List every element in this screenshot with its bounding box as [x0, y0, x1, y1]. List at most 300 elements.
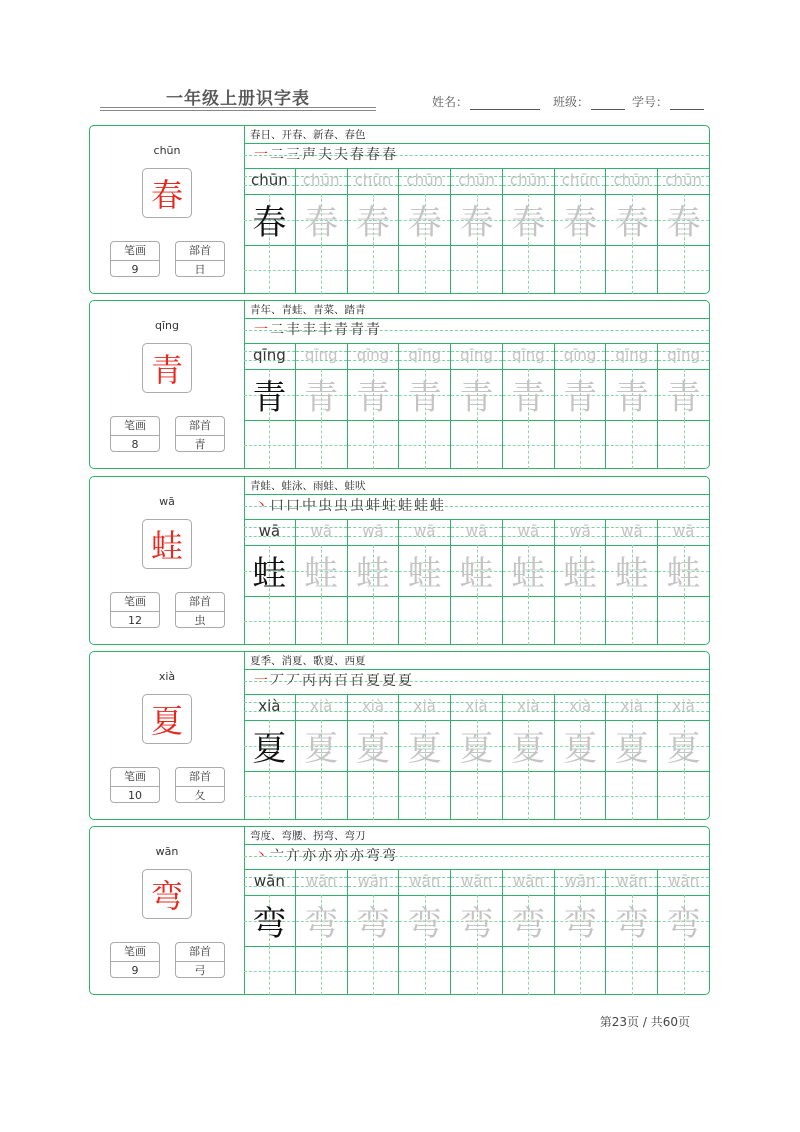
pinyin-trace: wā — [517, 522, 540, 540]
character-card — [89, 651, 710, 820]
pinyin-trace: wā — [414, 522, 436, 540]
character-trace: 夏 — [511, 729, 546, 769]
pinyin-writing-cell[interactable] — [451, 519, 503, 545]
character-trace: 青 — [407, 378, 442, 418]
character-trace: 弯 — [304, 904, 339, 944]
stroke-step: 亦 — [302, 848, 316, 864]
pinyin-writing-cell[interactable] — [555, 519, 607, 545]
stroke-step: 蛙 — [414, 498, 428, 514]
stroke-step: 一 — [254, 673, 268, 689]
pinyin-writing-cell[interactable] — [555, 168, 607, 194]
stroke-step: 夫 — [318, 147, 332, 163]
character-model: 春 — [252, 203, 287, 243]
pinyin-writing-cell[interactable] — [348, 168, 400, 194]
character-writing-cell[interactable] — [451, 545, 503, 596]
character-pinyin: wān — [155, 845, 179, 858]
character-writing-cell[interactable] — [555, 194, 607, 245]
pinyin-trace: wān — [409, 872, 441, 890]
pinyin-trace: qīng — [563, 346, 597, 364]
practice-grid — [244, 301, 709, 468]
character-trace: 春 — [614, 203, 649, 243]
blank-writing-cell[interactable] — [606, 245, 658, 294]
character-writing-cell[interactable] — [451, 895, 503, 946]
character-writing-cell[interactable] — [244, 720, 296, 771]
stroke-step: 蛀 — [382, 498, 396, 514]
character-writing-cell[interactable] — [555, 545, 607, 596]
name-blank[interactable] — [470, 97, 540, 110]
character-writing-cell[interactable] — [244, 194, 296, 245]
character-trace: 青 — [304, 378, 339, 418]
character-trace: 弯 — [666, 904, 701, 944]
pinyin-writing-cell[interactable] — [399, 168, 451, 194]
character-writing-cell[interactable] — [296, 895, 348, 946]
blank-writing-cell[interactable] — [399, 245, 451, 294]
radical-value: 日 — [194, 263, 206, 276]
pinyin-writing-cell[interactable] — [244, 519, 296, 545]
character-writing-cell[interactable] — [555, 369, 607, 420]
pinyin-trace: wān — [668, 872, 700, 890]
character-writing-cell[interactable] — [296, 194, 348, 245]
blank-writing-cell[interactable] — [503, 946, 555, 995]
pinyin-practice-row — [244, 168, 709, 195]
blank-writing-cell[interactable] — [503, 245, 555, 294]
student-number-blank[interactable] — [670, 97, 704, 110]
pinyin-writing-cell[interactable] — [555, 343, 607, 369]
name-field[interactable] — [432, 93, 540, 110]
pinyin-writing-cell[interactable] — [296, 694, 348, 720]
pinyin-trace: chūn — [302, 171, 340, 189]
character-display: 春 — [142, 168, 192, 218]
pinyin-trace: chūn — [354, 171, 392, 189]
character-writing-cell[interactable] — [348, 720, 400, 771]
page-header — [0, 0, 800, 120]
blank-writing-cell[interactable] — [399, 596, 451, 645]
pinyin-writing-cell[interactable] — [399, 343, 451, 369]
stroke-order-sequence — [254, 847, 396, 865]
blank-writing-cell[interactable] — [503, 420, 555, 469]
character-writing-cell[interactable] — [348, 369, 400, 420]
pinyin-writing-cell[interactable] — [244, 343, 296, 369]
blank-writing-cell[interactable] — [244, 245, 296, 294]
character-trace: 蛙 — [304, 554, 339, 594]
pinyin-model: qīng — [253, 346, 286, 364]
pinyin-practice-row — [244, 694, 709, 721]
blank-writing-cell[interactable] — [658, 420, 709, 469]
radical-label: 部首 — [176, 417, 224, 436]
character-writing-cell[interactable] — [244, 545, 296, 596]
character-writing-cell[interactable] — [244, 369, 296, 420]
character-writing-cell[interactable] — [399, 545, 451, 596]
character-trace: 春 — [563, 203, 598, 243]
blank-writing-cell[interactable] — [348, 420, 400, 469]
pinyin-writing-cell[interactable] — [451, 343, 503, 369]
character-writing-cell[interactable] — [606, 720, 658, 771]
character-trace: 青 — [563, 378, 598, 418]
pinyin-writing-cell[interactable] — [503, 343, 555, 369]
stroke-step: 百 — [334, 673, 348, 689]
blank-writing-cell[interactable] — [451, 420, 503, 469]
pinyin-writing-cell[interactable] — [296, 869, 348, 895]
pinyin-writing-cell[interactable] — [296, 343, 348, 369]
pinyin-writing-cell[interactable] — [658, 168, 709, 194]
character-trace: 青 — [614, 378, 649, 418]
pinyin-model: wā — [258, 522, 281, 540]
pinyin-trace: wā — [362, 522, 384, 540]
stroke-order-row — [244, 495, 709, 520]
pinyin-trace: qīng — [667, 346, 700, 364]
pinyin-trace: wā — [672, 522, 695, 540]
pinyin-trace: wān — [512, 872, 544, 890]
stroke-step: 春 — [366, 147, 380, 163]
stroke-order-sequence — [254, 497, 444, 515]
stroke-step: 夏 — [382, 673, 396, 689]
blank-writing-cell[interactable] — [399, 946, 451, 995]
pinyin-writing-cell[interactable] — [348, 343, 400, 369]
pinyin-writing-cell[interactable] — [451, 694, 503, 720]
blank-writing-cell[interactable] — [555, 245, 607, 294]
character-writing-cell[interactable] — [296, 545, 348, 596]
character-writing-cell[interactable] — [399, 720, 451, 771]
character-writing-cell[interactable] — [399, 369, 451, 420]
pinyin-trace: xià — [310, 697, 333, 715]
blank-writing-cell[interactable] — [244, 771, 296, 820]
character-writing-cell[interactable] — [503, 369, 555, 420]
character-model: 青 — [252, 378, 287, 418]
pinyin-trace: wān — [616, 872, 648, 890]
pinyin-writing-cell[interactable] — [555, 694, 607, 720]
stroke-step: 蛙 — [398, 498, 412, 514]
character-pinyin: chūn — [153, 144, 181, 157]
character-writing-cell[interactable] — [658, 545, 709, 596]
blank-writing-cell[interactable] — [606, 420, 658, 469]
character-writing-cell[interactable] — [399, 194, 451, 245]
character-writing-cell[interactable] — [658, 720, 709, 771]
pinyin-trace: wā — [569, 522, 591, 540]
character-writing-cell[interactable] — [555, 720, 607, 771]
blank-practice-row — [244, 245, 709, 294]
blank-writing-cell[interactable] — [296, 245, 348, 294]
character-pinyin: qīng — [155, 319, 179, 332]
pinyin-writing-cell[interactable] — [348, 694, 400, 720]
stroke-step: 丰 — [302, 322, 316, 338]
worksheet-title: 一年级上册识字表 — [166, 89, 310, 109]
radical-label: 部首 — [176, 768, 224, 787]
character-writing-cell[interactable] — [399, 895, 451, 946]
character-trace: 青 — [355, 378, 390, 418]
character-trace: 蛙 — [511, 554, 546, 594]
radical-value: 夂 — [194, 789, 206, 802]
blank-writing-cell[interactable] — [244, 946, 296, 995]
stroke-step: 青 — [366, 322, 380, 338]
blank-writing-cell[interactable] — [451, 596, 503, 645]
example-words: 春日、开春、新春、春色 — [244, 126, 709, 144]
blank-writing-cell[interactable] — [555, 771, 607, 820]
pinyin-writing-cell[interactable] — [503, 519, 555, 545]
character-trace: 青 — [511, 378, 546, 418]
stroke-count-box — [110, 942, 160, 978]
pinyin-writing-cell[interactable] — [606, 694, 658, 720]
character-writing-cell[interactable] — [348, 895, 400, 946]
stroke-step: 虫 — [350, 498, 364, 514]
character-trace: 弯 — [563, 904, 598, 944]
stroke-order-row — [244, 144, 709, 169]
stroke-step: 弯 — [366, 848, 380, 864]
pinyin-writing-cell[interactable] — [606, 168, 658, 194]
pinyin-writing-cell[interactable] — [606, 869, 658, 895]
blank-writing-cell[interactable] — [296, 420, 348, 469]
character-pinyin: wā — [159, 495, 175, 508]
pinyin-trace: xià — [413, 697, 436, 715]
blank-writing-cell[interactable] — [606, 596, 658, 645]
character-trace: 夏 — [563, 729, 598, 769]
character-writing-cell[interactable] — [606, 895, 658, 946]
blank-writing-cell[interactable] — [658, 245, 709, 294]
stroke-step: 亠 — [270, 848, 284, 864]
blank-writing-cell[interactable] — [555, 420, 607, 469]
character-writing-cell[interactable] — [348, 545, 400, 596]
character-writing-cell[interactable] — [503, 545, 555, 596]
stroke-step: 丶 — [254, 498, 268, 514]
stroke-step: 丰 — [286, 322, 300, 338]
pinyin-trace: wān — [357, 872, 389, 890]
character-writing-cell[interactable] — [451, 194, 503, 245]
character-writing-cell[interactable] — [658, 194, 709, 245]
blank-writing-cell[interactable] — [503, 596, 555, 645]
pinyin-writing-cell[interactable] — [555, 869, 607, 895]
blank-writing-cell[interactable] — [555, 946, 607, 995]
character-writing-cell[interactable] — [503, 895, 555, 946]
pinyin-writing-cell[interactable] — [606, 519, 658, 545]
pinyin-trace: chūn — [458, 171, 495, 189]
blank-writing-cell[interactable] — [606, 771, 658, 820]
character-writing-cell[interactable] — [658, 895, 709, 946]
pinyin-writing-cell[interactable] — [658, 343, 709, 369]
blank-practice-row — [244, 596, 709, 645]
blank-writing-cell[interactable] — [658, 596, 709, 645]
stroke-order-row — [244, 845, 709, 870]
pinyin-writing-cell[interactable] — [451, 168, 503, 194]
blank-writing-cell[interactable] — [348, 596, 400, 645]
pinyin-writing-cell[interactable] — [658, 694, 709, 720]
stroke-step: 丆 — [270, 673, 284, 689]
pinyin-writing-cell[interactable] — [348, 869, 400, 895]
stroke-step: 丙 — [318, 673, 332, 689]
character-writing-cell[interactable] — [296, 720, 348, 771]
pinyin-writing-cell[interactable] — [244, 168, 296, 194]
practice-grid — [244, 827, 709, 994]
blank-writing-cell[interactable] — [296, 771, 348, 820]
blank-writing-cell[interactable] — [451, 771, 503, 820]
stroke-count-label: 笔画 — [111, 242, 159, 261]
pinyin-writing-cell[interactable] — [296, 519, 348, 545]
character-trace: 春 — [355, 203, 390, 243]
stroke-step: 丆 — [286, 673, 300, 689]
pinyin-practice-row — [244, 519, 709, 546]
pinyin-writing-cell[interactable] — [503, 869, 555, 895]
character-writing-cell[interactable] — [503, 194, 555, 245]
stroke-order-sequence — [254, 146, 396, 164]
character-trace: 弯 — [355, 904, 390, 944]
blank-writing-cell[interactable] — [451, 245, 503, 294]
character-info-panel — [90, 126, 245, 293]
blank-writing-cell[interactable] — [296, 596, 348, 645]
pinyin-trace: chūn — [613, 171, 651, 189]
character-trace: 蛙 — [666, 554, 701, 594]
character-model: 弯 — [252, 904, 287, 944]
pinyin-trace: xià — [361, 697, 385, 715]
character-trace: 弯 — [511, 904, 546, 944]
character-writing-cell[interactable] — [503, 720, 555, 771]
pinyin-trace: xià — [620, 697, 643, 715]
blank-writing-cell[interactable] — [658, 946, 709, 995]
blank-practice-row — [244, 420, 709, 469]
stroke-step: 口 — [286, 498, 300, 514]
character-info-panel — [90, 301, 245, 468]
character-display: 弯 — [142, 869, 192, 919]
stroke-step: 夏 — [398, 673, 412, 689]
character-writing-cell[interactable] — [658, 369, 709, 420]
character-trace: 青 — [459, 378, 494, 418]
pinyin-trace: wā — [621, 522, 643, 540]
stroke-step: 青 — [334, 322, 348, 338]
pinyin-writing-cell[interactable] — [503, 168, 555, 194]
character-trace: 蛙 — [459, 554, 494, 594]
pinyin-writing-cell[interactable] — [658, 869, 709, 895]
pinyin-writing-cell[interactable] — [244, 694, 296, 720]
pinyin-writing-cell[interactable] — [348, 519, 400, 545]
character-trace: 春 — [511, 203, 546, 243]
stroke-step: 一 — [254, 322, 268, 338]
stroke-step: 丙 — [302, 673, 316, 689]
pinyin-writing-cell[interactable] — [244, 869, 296, 895]
pinyin-trace: wān — [564, 872, 596, 890]
practice-grid — [244, 652, 709, 819]
pinyin-writing-cell[interactable] — [296, 168, 348, 194]
example-words: 弯度、弯腰、拐弯、弯刀 — [244, 827, 709, 845]
radical-value: 青 — [194, 438, 206, 451]
stroke-step: 口 — [270, 498, 284, 514]
class-label: 班级： — [553, 95, 590, 109]
character-writing-cell[interactable] — [244, 895, 296, 946]
blank-writing-cell[interactable] — [606, 946, 658, 995]
stroke-step: 中 — [302, 498, 316, 514]
character-writing-cell[interactable] — [606, 545, 658, 596]
stroke-step: 百 — [350, 673, 364, 689]
character-writing-cell[interactable] — [606, 194, 658, 245]
pinyin-writing-cell[interactable] — [399, 869, 451, 895]
pinyin-trace: wān — [305, 872, 337, 890]
stroke-step: 夫 — [334, 147, 348, 163]
blank-practice-row — [244, 946, 709, 995]
blank-writing-cell[interactable] — [399, 420, 451, 469]
character-trace: 夏 — [407, 729, 442, 769]
blank-writing-cell[interactable] — [399, 771, 451, 820]
stroke-order-row — [244, 319, 709, 344]
stroke-step: 青 — [350, 322, 364, 338]
character-trace: 春 — [459, 203, 494, 243]
character-trace: 春 — [304, 203, 339, 243]
radical-box — [175, 592, 225, 628]
pinyin-trace: qīng — [615, 346, 649, 364]
stroke-order-row — [244, 670, 709, 695]
character-pinyin: xià — [158, 670, 176, 683]
student-number-field[interactable] — [632, 93, 704, 110]
character-trace: 夏 — [614, 729, 649, 769]
pinyin-writing-cell[interactable] — [658, 519, 709, 545]
stroke-order-sequence — [254, 321, 380, 339]
character-writing-cell[interactable] — [348, 194, 400, 245]
blank-writing-cell[interactable] — [296, 946, 348, 995]
pinyin-trace: qīng — [511, 346, 545, 364]
pinyin-writing-cell[interactable] — [451, 869, 503, 895]
pinyin-trace: xià — [568, 697, 592, 715]
blank-writing-cell[interactable] — [658, 771, 709, 820]
character-info-panel — [90, 477, 245, 644]
character-writing-cell[interactable] — [451, 720, 503, 771]
character-writing-cell[interactable] — [451, 369, 503, 420]
pinyin-writing-cell[interactable] — [606, 343, 658, 369]
class-field[interactable] — [553, 93, 625, 110]
radical-box — [175, 241, 225, 277]
character-display: 青 — [142, 343, 192, 393]
stroke-step: 声 — [302, 147, 316, 163]
radical-box — [175, 942, 225, 978]
character-trace: 夏 — [459, 729, 494, 769]
pinyin-writing-cell[interactable] — [503, 694, 555, 720]
character-model: 蛙 — [252, 554, 287, 594]
character-card — [89, 300, 710, 469]
pinyin-trace: chūn — [406, 171, 444, 189]
blank-writing-cell[interactable] — [555, 596, 607, 645]
title-underline — [100, 110, 376, 111]
stroke-step: 虫 — [334, 498, 348, 514]
pinyin-trace: chūn — [665, 171, 703, 189]
character-writing-cell[interactable] — [555, 895, 607, 946]
character-practice-row — [244, 545, 709, 597]
character-trace: 弯 — [407, 904, 442, 944]
character-info-panel — [90, 652, 245, 819]
character-practice-row — [244, 194, 709, 246]
pinyin-writing-cell[interactable] — [399, 694, 451, 720]
pinyin-model: wān — [253, 872, 285, 890]
blank-writing-cell[interactable] — [348, 245, 400, 294]
class-blank[interactable] — [591, 97, 625, 110]
stroke-count-value: 12 — [128, 614, 142, 627]
character-trace: 蛙 — [563, 554, 598, 594]
character-card — [89, 476, 710, 645]
character-writing-cell[interactable] — [296, 369, 348, 420]
blank-writing-cell[interactable] — [503, 771, 555, 820]
blank-writing-cell[interactable] — [244, 420, 296, 469]
character-writing-cell[interactable] — [606, 369, 658, 420]
character-trace: 夏 — [304, 729, 339, 769]
character-display: 蛙 — [142, 519, 192, 569]
blank-writing-cell[interactable] — [348, 946, 400, 995]
blank-writing-cell[interactable] — [348, 771, 400, 820]
stroke-step: 弯 — [382, 848, 396, 864]
stroke-count-box — [110, 416, 160, 452]
pinyin-writing-cell[interactable] — [399, 519, 451, 545]
stroke-order-sequence — [254, 672, 412, 690]
stroke-count-value: 9 — [131, 263, 139, 276]
stroke-count-value: 10 — [128, 789, 142, 802]
stroke-step: 二 — [270, 322, 284, 338]
character-card — [89, 125, 710, 294]
pinyin-trace: qīng — [408, 346, 442, 364]
blank-writing-cell[interactable] — [244, 596, 296, 645]
pinyin-trace: xià — [672, 697, 695, 715]
blank-writing-cell[interactable] — [451, 946, 503, 995]
